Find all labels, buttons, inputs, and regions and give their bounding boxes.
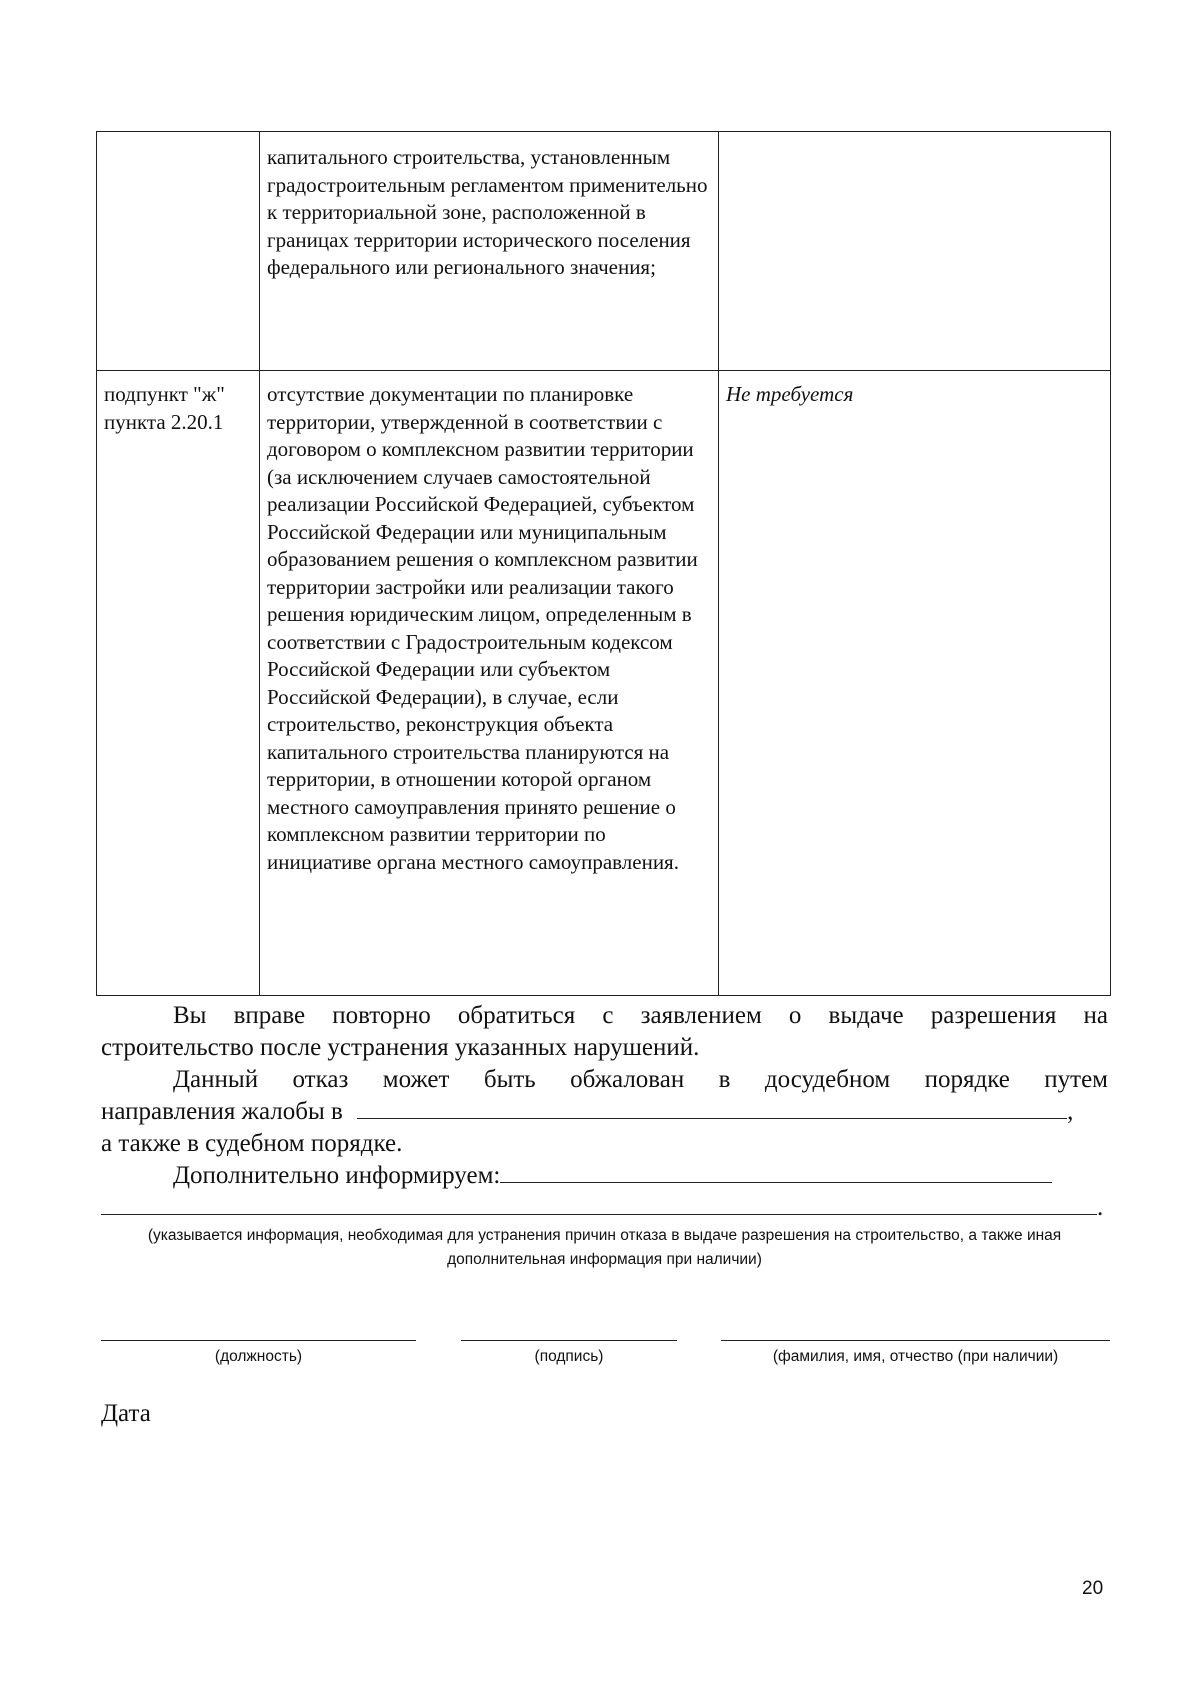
table-row [97,371,1111,996]
appeal-body-blank[interactable] [357,1096,1067,1119]
additional-info-period: . [1097,1194,1104,1221]
table-row [97,132,1111,371]
refusal-reasons-table [96,131,1111,996]
position-signature-line[interactable] [101,1340,416,1341]
appeal-text-line3: а также в судебном порядке. [101,1130,403,1157]
additional-info-line [101,1160,1108,1192]
additional-info-blank[interactable] [500,1160,1052,1183]
appeal-text-line1: Данный отказ может быть обжалован в досудебном порядке путем [173,1066,1108,1093]
clause-cell: подпункт "ж" пункта 2.20.1 [97,371,260,996]
additional-info-note: (указывается информация, необходимая для устранения причин отказа в выдаче разрешения на строительство, а также иная дополнительная информация при наличии) [147,1227,1062,1268]
reapply-text-line1: Вы вправе повторно обратиться с заявлением о выдаче разрешения на [173,1002,1108,1029]
additional-info-line2 [101,1192,1108,1224]
signature-label: (подпись) [534,1348,604,1365]
page-number: 20 [1082,1578,1104,1599]
signature-line[interactable] [461,1340,677,1341]
reason-cell: капитального строительства, установленным градостроительным регламентом применительно к территориальной зоне, расположенной в границах территории исторического поселения федерального или регионального значения; [260,132,719,371]
reapply-text-line2: строительство после устранения указанных нарушений. [101,1034,700,1061]
additional-info-blank-2[interactable] [101,1192,1097,1215]
explanation-cell: Не требуется [719,371,1111,996]
name-signature-line[interactable] [721,1340,1110,1341]
name-label: (фамилия, имя, отчество (при наличии) [772,1348,1059,1365]
position-label: (должность) [214,1348,303,1365]
appeal-text-line2 [101,1096,1108,1128]
additional-info-label: Дополнительно информируем: [173,1162,501,1189]
appeal-text-comma: , [1067,1098,1074,1125]
date-label: Дата [101,1400,151,1427]
explanation-cell [719,132,1111,371]
reason-cell: отсутствие документации по планировке территории, утвержденной в соответствии с договором о комплексном развитии территории (за исключением случаев самостоятельной реализации Российской Федерацией, субъектом Российской Федерации или муниципальным образованием решения о комплексном развитии территории застройки или реализации такого решения юридическим лицом, определенным в соответствии с Градостроительным кодексом Российской Федерации или субъектом Российской Федерации), в случае, если строительство, реконструкция объекта капитального строительства планируются на территории, в отношении которой органом местного самоуправления принято решение о комплексном развитии территории по инициативе органа местного самоуправления. [260,371,719,996]
clause-cell [97,132,260,371]
appeal-text-prefix: направления жалобы в [101,1098,343,1125]
